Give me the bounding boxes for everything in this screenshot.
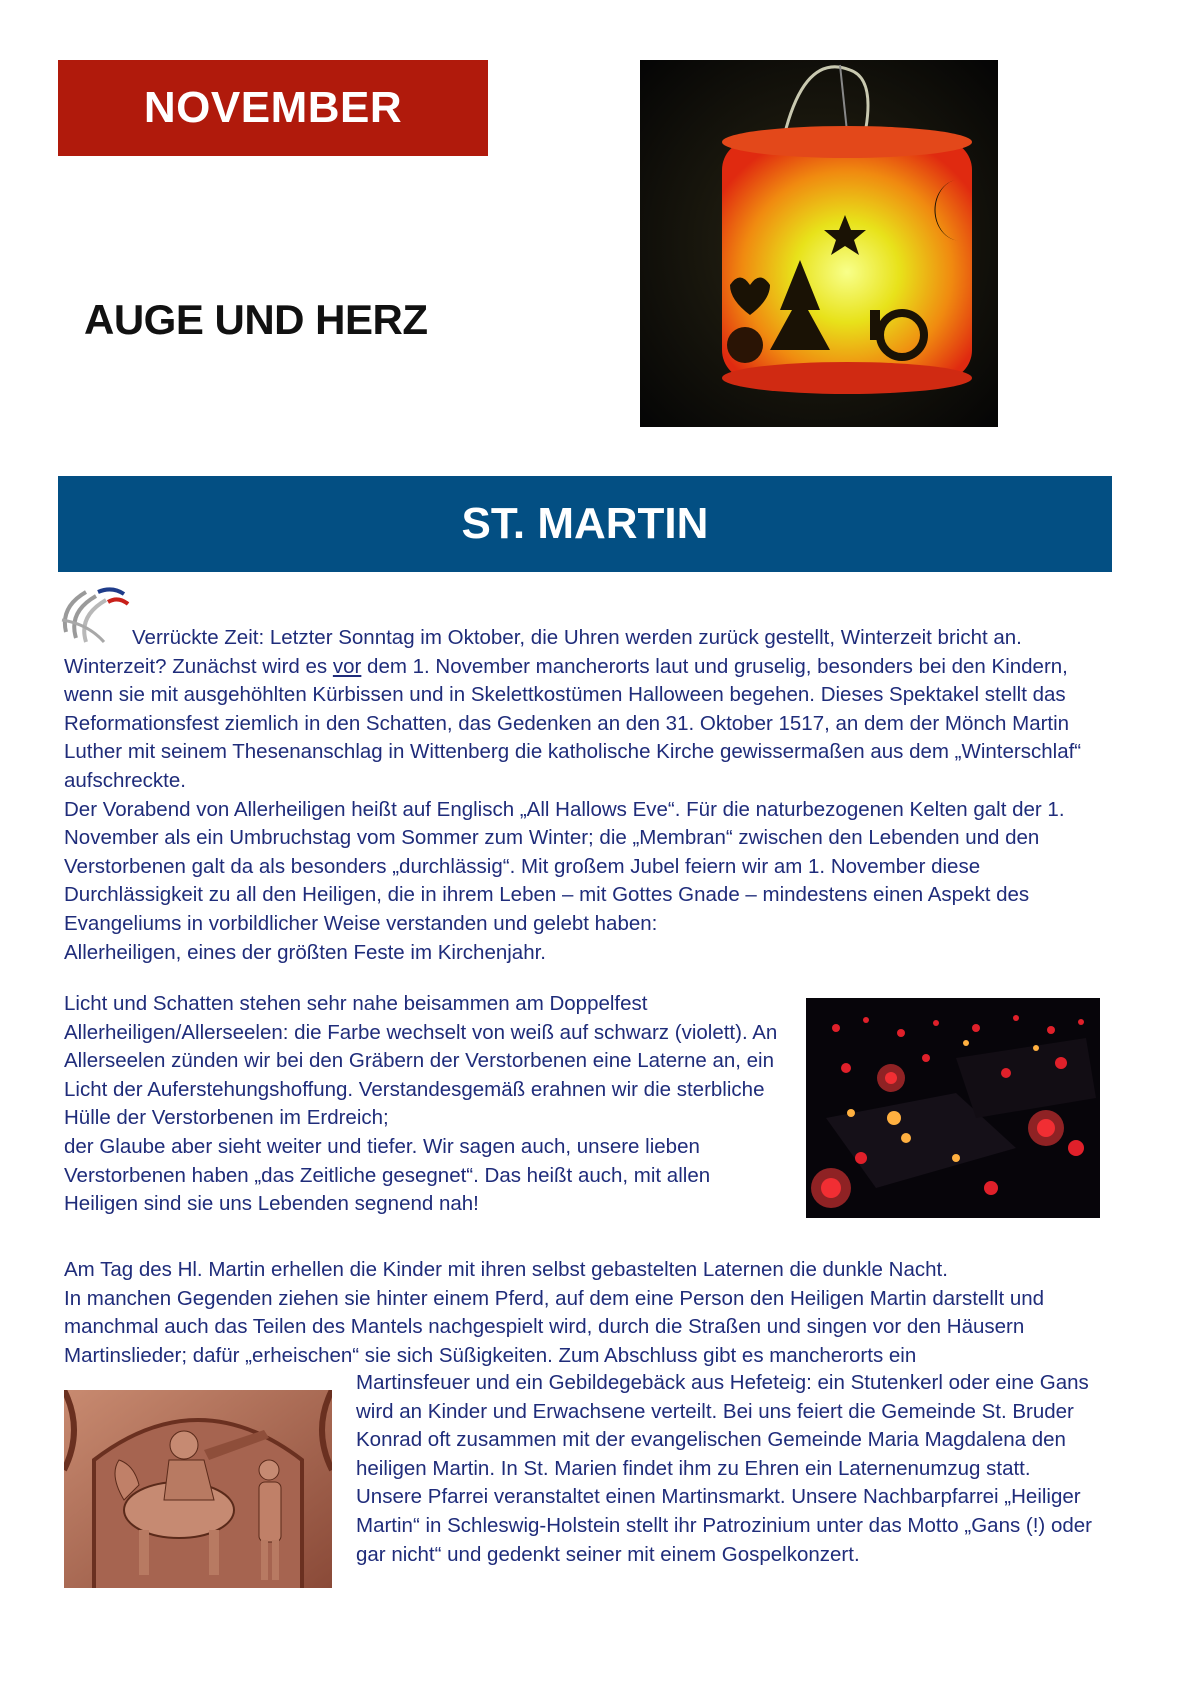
st-martin-relief-photo: [64, 1390, 332, 1588]
intro-text-end: dem 1. November mancherorts laut und gruselig, besonders bei den Kindern, wenn sie mit ausgehöhlten Kürbissen und in Skelettkostümen Halloween begehen. Dieses Spektakel stellt das Reformationsfest ziemlich in den Schatten, das Gedenken an den 31. Oktober 1517, an dem der Mönch Martin Luther mit seinem Thesenanschlag in Wittenberg die katholische Kirche gewissermaßen aus dem „Winterschlaf“ aufschreckte.: [64, 654, 1082, 792]
graveyard-candles-photo: [806, 998, 1100, 1218]
martin-continued-paragraph: Martinsfeuer und ein Gebildegebäck aus Hefeteig: ein Stutenkerl oder eine Gans wird an Kinder und Erwachsene verteilt. Bei uns feiert die Gemeinde St. Bruder Konrad oft zusammen mit der evangelischen Gemeinde Maria Magdalena den heiligen Martin. In St. Marien findet ihm zu Ehren ein Laternenumzug statt. Unsere Pfarrei veranstaltet einen Martinsmarkt. Unsere Nachbarpfarrei „Heiliger Martin“ in Schleswig-Holstein stellt ihr Patrozinium unter das Motto „Gans (!) oder gar nicht“ und gedenkt seiner mit einem Gospelkonzert.: [356, 1371, 1092, 1566]
month-banner: [58, 60, 488, 156]
martin-paragraph: [64, 1256, 1114, 1370]
intro-text-start: Verrückte Zeit: Letzter Sonntag im Oktober, die Uhren werden zurück gestellt, Winterzeit bricht an. Winterzeit? Zunächst wird es: [64, 626, 1022, 678]
intro-paragraph: [64, 624, 1114, 967]
month-title: NOVEMBER: [143, 83, 403, 132]
intro-closing-line: Allerheiligen, eines der größten Feste im Kirchenjahr.: [64, 940, 546, 964]
light-shadow-paragraph: [64, 990, 784, 1219]
intro-emphasis: vor: [332, 654, 362, 678]
martin-line-1: Am Tag des Hl. Martin erhellen die Kinder mit ihren selbst gebastelten Laternen die dunkle Nacht.: [64, 1258, 948, 1281]
light-shadow-part-1: Licht und Schatten stehen sehr nahe beisammen am Doppelfest Allerheiligen/Allerseelen: die Farbe wechselt von weiß auf schwarz (violett). An Allerseelen zünden wir bei den Gräbern der Verstorbenen eine Laterne an, ein Licht der Auferstehungshoffung. Verstandesgemäß erahnen wir die sterbliche Hülle der Verstorbenen im Erdreich;: [64, 992, 778, 1130]
martin-line-2: In manchen Gegenden ziehen sie hinter einem Pferd, auf dem eine Person den Heiligen Martin darstellt und manchmal auch das Teilen des Mantels nachgespielt wird, durch die Straßen und singen vor den Häusern Martinslieder; dafür „erheischen“ sie sich Süßigkeiten. Zum Abschluss gibt es mancherorts ein: [64, 1286, 1045, 1367]
light-shadow-part-2: der Glaube aber sieht weiter und tiefer. Wir sagen auch, unsere lieben Verstorbenen haben „das Zeitliche gesegnet“. Das heißt auch, mit allen Heiligen sind sie uns Lebenden segnend nah!: [64, 1134, 711, 1216]
series-title: AUGE UND HERZ: [84, 296, 428, 343]
section-banner: [58, 476, 1112, 572]
lantern-photo: [640, 60, 998, 427]
intro-second-part: Der Vorabend von Allerheiligen heißt auf Englisch „All Hallows Eve“. Für die naturbezogenen Kelten galt der 1. November als ein Umbruchstag vom Sommer zum Winter; die „Membran“ zwischen den Lebenden und den Verstorbenen galt da als besonders „durchlässig“. Mit großem Jubel feiern wir am 1. November diese Durchlässigkeit zu all den Heiligen, die in ihrem Leben – mit Gottes Gnade – mindestens einen Aspekt des Evangeliums in vorbildlicher Weise verstanden und gelebt haben:: [64, 797, 1065, 935]
section-title: ST. MARTIN: [461, 499, 709, 548]
